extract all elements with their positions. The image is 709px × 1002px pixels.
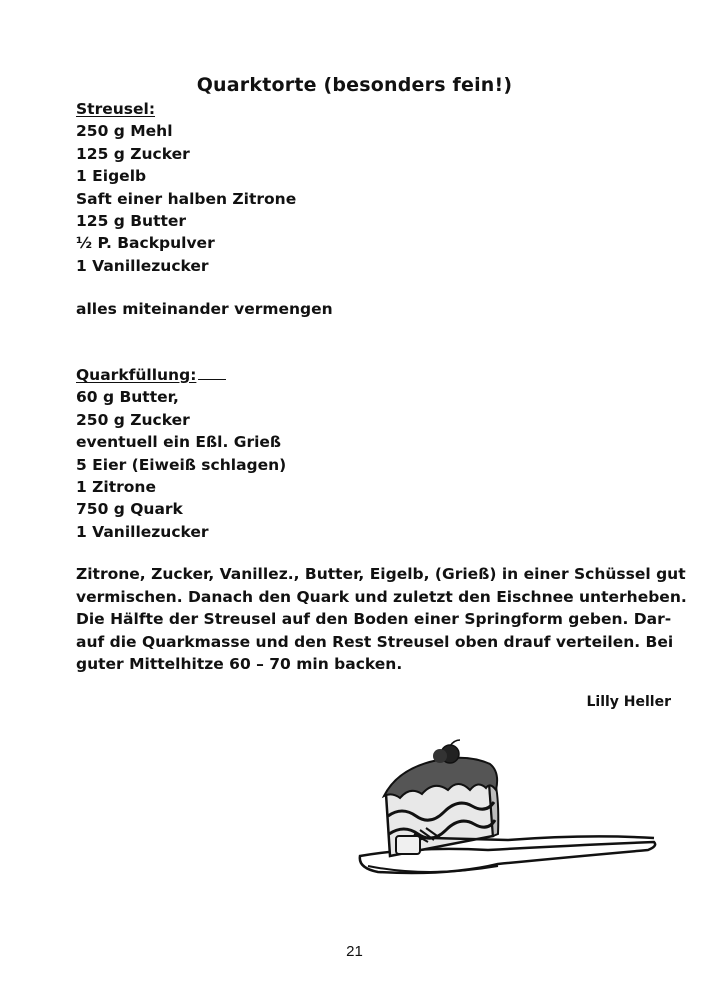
recipe-title: Quarktorte (besonders fein!)	[196, 74, 513, 96]
method-line: Zitrone, Zucker, Vanillez., Butter, Eigelb, (Grieß) in einer Schüssel gut	[76, 565, 686, 583]
filling-heading-row	[76, 364, 286, 386]
ingredient-item: eventuell ein Eßl. Grieß	[76, 433, 282, 452]
streusel-section	[76, 98, 296, 277]
method-line: Die Hälfte der Streusel auf den Boden einer Springform geben. Dar-	[76, 610, 672, 628]
page-number: 21	[346, 943, 363, 960]
ingredient-item: 250 g Mehl	[76, 122, 173, 141]
method-paragraph	[76, 563, 687, 676]
ingredient-item: 125 g Butter	[76, 212, 187, 231]
ingredient-item: 1 Eigelb	[76, 167, 147, 186]
ingredient-item: 5 Eier (Eiweiß schlagen)	[76, 455, 287, 474]
ingredient-item: 125 g Zucker	[76, 144, 190, 163]
filling-section	[76, 364, 286, 543]
ingredient-item: ½ P. Backpulver	[76, 234, 215, 253]
ingredient-item: 1 Vanillezucker	[76, 522, 209, 541]
author-name: Lilly Heller	[586, 694, 671, 710]
ingredient-item: 1 Vanillezucker	[76, 256, 209, 275]
ingredient-item: 250 g Zucker	[76, 410, 190, 429]
ingredient-item: Saft einer halben Zitrone	[76, 189, 297, 208]
method-line: guter Mittelhitze 60 – 70 min backen.	[76, 655, 403, 673]
streusel-heading: Streusel:	[76, 100, 156, 118]
method-line: auf die Quarkmasse und den Rest Streusel oben drauf verteilen. Bei	[76, 632, 674, 651]
ingredient-item: 750 g Quark	[76, 500, 183, 519]
cake-slice-illustration	[358, 738, 658, 888]
ingredient-item: 60 g Butter,	[76, 388, 179, 407]
method-line: vermischen. Danach den Quark und zuletzt den Eischnee unterheben.	[76, 587, 687, 606]
heading-underline-extension	[198, 365, 226, 380]
ingredient-item: 1 Zitrone	[76, 478, 156, 497]
filling-heading: Quarkfüllung:	[76, 366, 197, 384]
streusel-instruction-text: alles miteinander vermengen	[76, 300, 333, 318]
streusel-instruction	[76, 298, 333, 320]
